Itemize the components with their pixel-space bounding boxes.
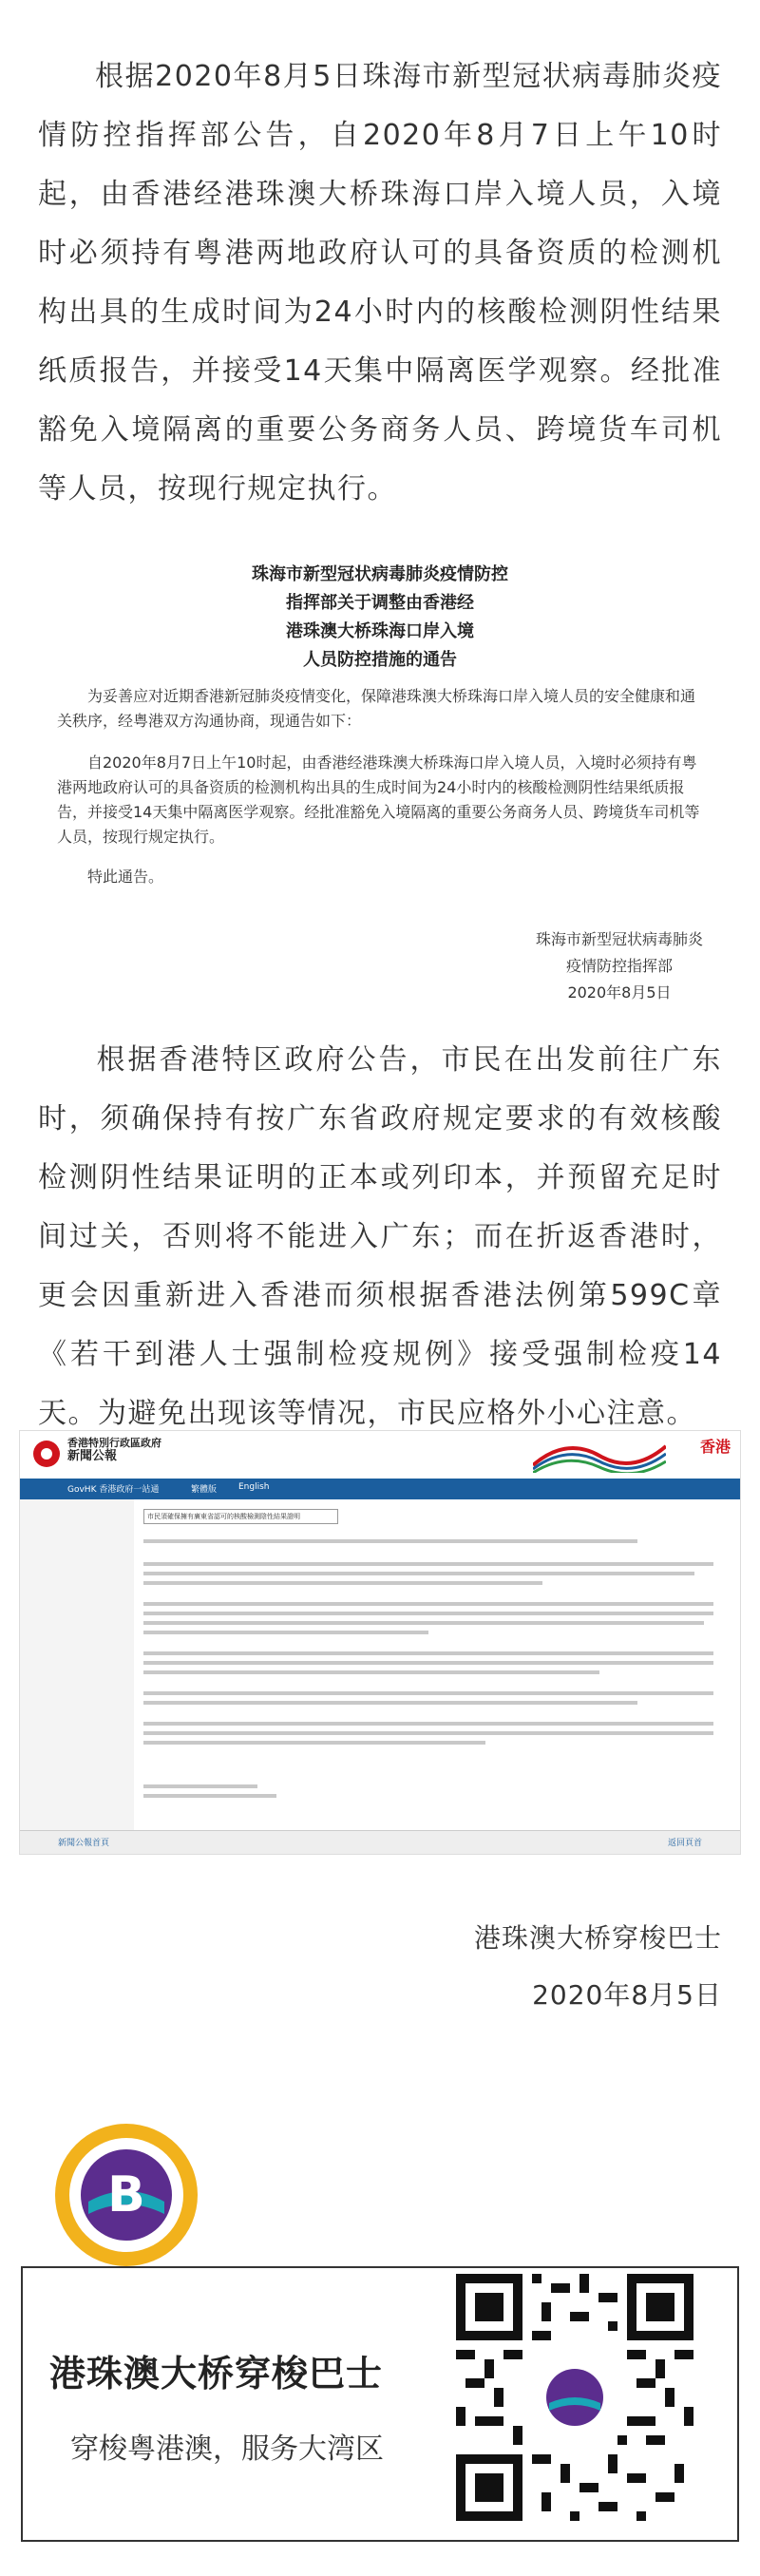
notice-closing: 特此通告。 — [87, 868, 164, 886]
article-signature-org: 港珠澳大桥穿梭巴士 — [473, 1922, 722, 1954]
article-signature-date: 2020年8月5日 — [532, 1979, 722, 2011]
card-subtitle: 穿梭粤港澳，服务大湾区 — [70, 2433, 384, 2466]
nav-traditional[interactable]: 繁體版 — [191, 1485, 218, 1495]
gov-select[interactable]: 市民須確保擁有廣東省認可的核酸檢測陰性結果證明 — [143, 1509, 338, 1524]
brand-hk-label: 香港 — [699, 1438, 731, 1456]
notice-signature: 珠海市新型冠状病毒肺炎 疫情防控指挥部 2020年8月5日 — [535, 930, 703, 1002]
qr-code-icon[interactable] — [456, 2274, 694, 2521]
footer-press-home-link[interactable]: 新聞公報首頁 — [58, 1839, 110, 1848]
gov-footer — [20, 1830, 740, 1855]
logo-b-icon — [55, 2124, 198, 2266]
nav-english[interactable]: English — [238, 1482, 270, 1492]
hk-emblem-icon — [31, 1439, 62, 1469]
notice-title: 珠海市新型冠状病毒肺炎疫情防控 指挥部关于调整由香港经 港珠澳大桥珠海口岸入境 人员防控措施的通告 — [252, 564, 508, 670]
article-paragraph-2: 根据香港特区政府公告，市民在出发前往广东时，须确保持有按广东省政府规定要求的有效核酸检测阴性结果证明的正本或列印本，并预留充足时间过关，否则将不能进入广东；而在折返香港时，更会因重新进入香港而须根据香港法例第599C章《若干到港人士强制检疫规例》接受强制检疫14天。为避免出现该等情况，市民应格外小心注意。 — [38, 1043, 722, 1430]
footer-back-to-top-link[interactable]: 返回頁首 — [667, 1839, 702, 1848]
gov-navbar — [20, 1479, 740, 1499]
notice-body: 自2020年8月7日上午10时起，由香港经港珠澳大桥珠海口岸入境人员，入境时必须持有粤港两地政府认可的具备资质的检测机构出具的生成时间为24小时内的核酸检测阴性结果纸质报告，并接受14天集中隔离医学观察。经批准豁免入境隔离的重要公务商务人员、跨境货车司机等人员，按现行规定执行。 — [57, 754, 700, 846]
shuttle-bus-logo — [55, 2124, 198, 2266]
brand-wave-icon — [533, 1437, 666, 1473]
notice-image — [38, 532, 722, 1026]
nav-govhk[interactable]: GovHK 香港政府一站通 — [67, 1485, 160, 1495]
article-paragraph-1: 根据2020年8月5日珠海市新型冠状病毒肺炎疫情防控指挥部公告，自2020年8月7日上午10时起，由香港经港珠澳大桥珠海口岸入境人员，入境时必须持有粤港两地政府认可的具备资质的检测机构出具的生成时间为24小时内的核酸检测阴性结果纸质报告，并接受14天集中隔离医学观察。经批准豁免入境隔离的重要公务商务人员、跨境货车司机等人员，按现行规定执行。 — [38, 60, 722, 506]
gov-header: 香港特別行政區政府 新聞公報 香港 — [20, 1431, 740, 1479]
notice-intro: 为妥善应对近期香港新冠肺炎疫情变化，保障港珠澳大桥珠海口岸入境人员的安全健康和通关秩序，经粤港双方沟通协商，现通告如下： — [57, 687, 696, 730]
gov-press-release-screenshot — [19, 1430, 741, 1855]
gov-content — [143, 1509, 728, 1822]
logo-letter: B — [107, 2166, 145, 2223]
gov-sidebar — [20, 1499, 134, 1855]
card-title: 港珠澳大桥穿梭巴士 — [49, 2353, 384, 2395]
